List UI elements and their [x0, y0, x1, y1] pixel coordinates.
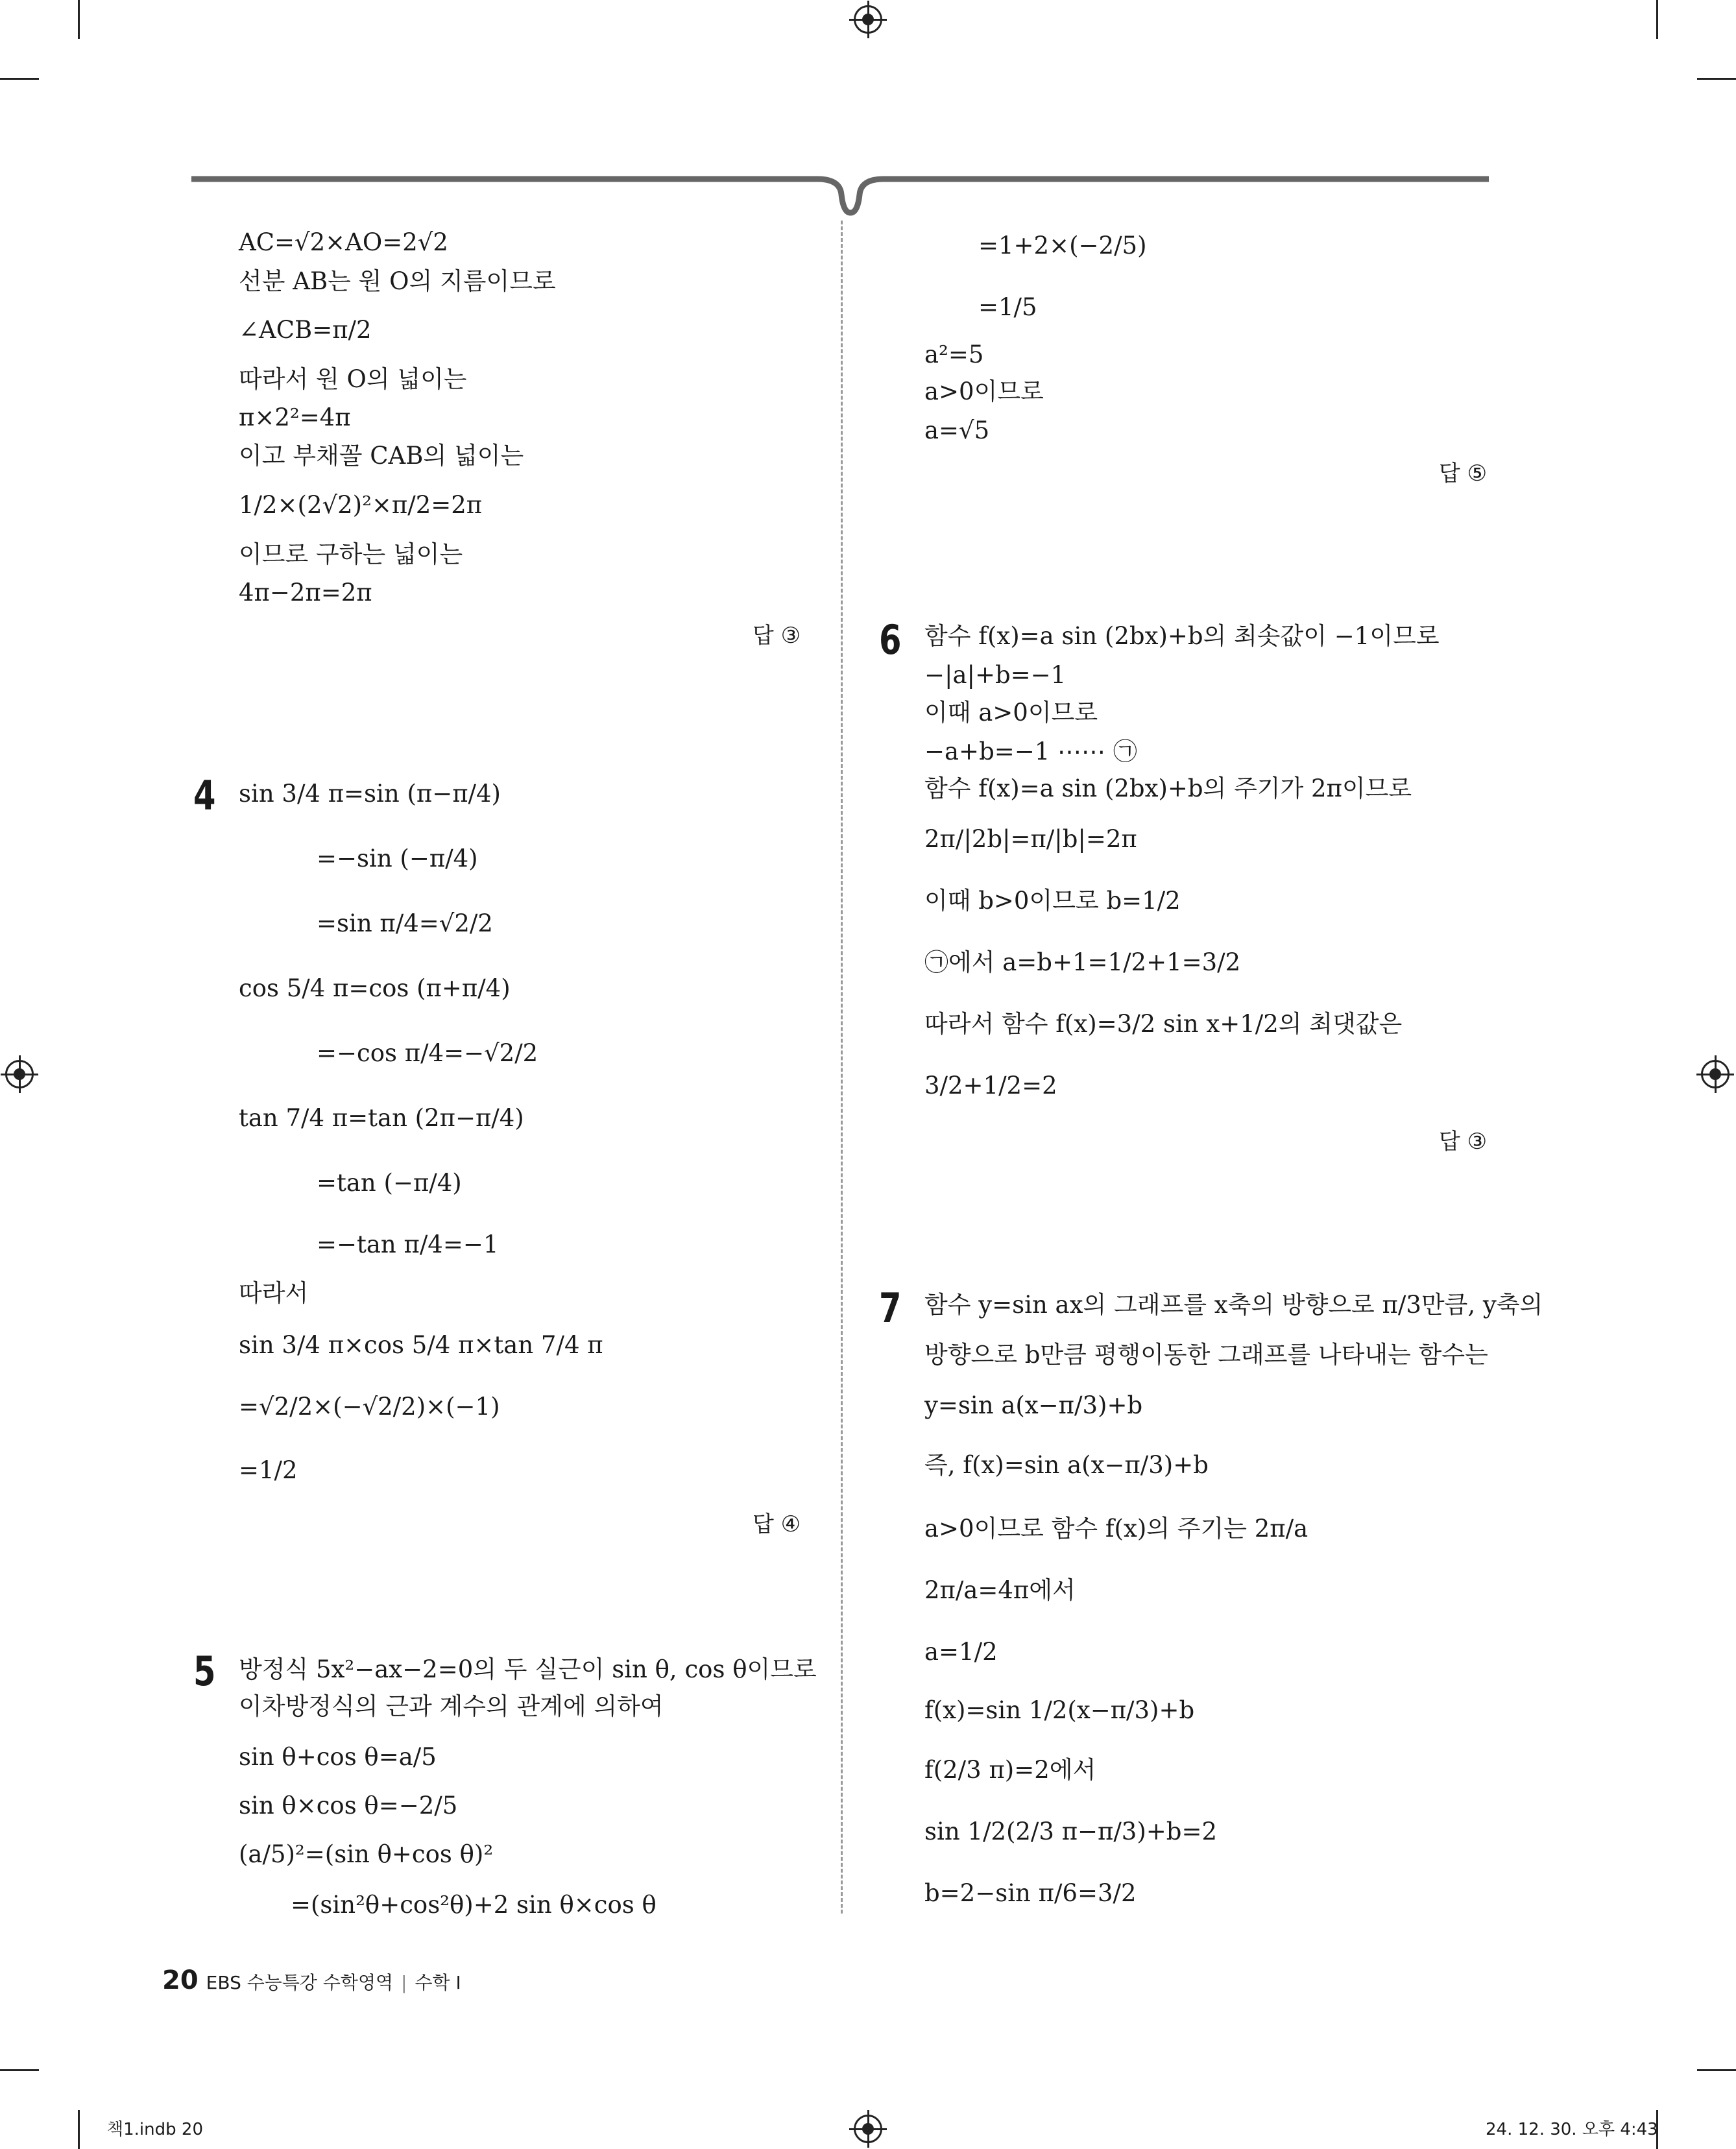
solution-line: cos 5/4 π=cos (π+π/4) — [239, 974, 511, 1002]
solution-line: sin 3/4 π=sin (π−π/4) — [239, 780, 501, 808]
solution-line: ㉠에서 a=b+1=1/2+1=3/2 — [924, 948, 1241, 976]
solution-line: 4π−2π=2π — [239, 579, 372, 606]
answer-label: 답 ④ — [753, 1511, 801, 1537]
solution-line: =−sin (−π/4) — [317, 845, 478, 872]
subject-label: 수학 I — [415, 1972, 461, 1993]
registration-mark-icon — [5, 1060, 34, 1088]
solution-line: a=√5 — [924, 416, 990, 444]
solution-line: 함수 y=sin ax의 그래프를 x축의 방향으로 π/3만큼, y축의 — [924, 1291, 1543, 1319]
solution-line: =1/2 — [239, 1456, 298, 1484]
solution-line: AC=√2×AO=2√2 — [239, 228, 448, 256]
solution-line: 2π/|2b|=π/|b|=2π — [924, 825, 1137, 853]
file-info: 책1.indb 20 — [107, 2120, 203, 2139]
solution-line: 이때 a>0이므로 — [924, 699, 1098, 726]
solution-line: 1/2×(2√2)²×π/2=2π — [239, 491, 483, 519]
solution-line: a²=5 — [924, 341, 984, 368]
problem-number: 7 — [879, 1284, 902, 1332]
solution-line: =1+2×(−2/5) — [978, 232, 1147, 259]
solution-line: −|a|+b=−1 — [924, 661, 1067, 689]
solution-line: a>0이므로 — [924, 378, 1044, 405]
solution-line: −a+b=−1 ⋯⋯ ㉠ — [924, 738, 1137, 765]
solution-line: 따라서 원 O의 넓이는 — [239, 365, 467, 393]
header-rule — [191, 170, 1495, 222]
print-timestamp: 24. 12. 30. 오후 4:43 — [1486, 2120, 1658, 2139]
solution-line: sin θ+cos θ=a/5 — [239, 1743, 437, 1771]
solution-line: =√2/2×(−√2/2)×(−1) — [239, 1393, 500, 1421]
solution-line: 선분 AB는 원 O의 지름이므로 — [239, 267, 556, 295]
solution-line: a=1/2 — [924, 1638, 998, 1666]
answer-label: 답 ③ — [753, 623, 801, 649]
solution-line: sin 3/4 π×cos 5/4 π×tan 7/4 π — [239, 1331, 603, 1359]
solution-line: 이때 b>0이므로 b=1/2 — [924, 887, 1181, 915]
solution-line: 따라서 함수 f(x)=3/2 sin x+1/2의 최댓값은 — [924, 1010, 1403, 1038]
solution-line: 2π/a=4π에서 — [924, 1576, 1076, 1604]
crop-mark — [1697, 2069, 1736, 2071]
solution-line: =(sin²θ+cos²θ)+2 sin θ×cos θ — [291, 1891, 657, 1919]
crop-mark — [0, 2069, 39, 2071]
footer-separator: | — [401, 1972, 407, 1993]
solution-line: y=sin a(x−π/3)+b — [924, 1391, 1143, 1419]
solution-line: 즉, f(x)=sin a(x−π/3)+b — [924, 1451, 1209, 1479]
solution-line: (a/5)²=(sin θ+cos θ)² — [239, 1840, 494, 1868]
book-title: EBS 수능특강 수학영역 — [206, 1972, 394, 1993]
solution-line: 함수 f(x)=a sin (2bx)+b의 주기가 2π이므로 — [924, 774, 1412, 802]
registration-mark-icon — [1701, 1060, 1730, 1088]
solution-line: =−cos π/4=−√2/2 — [317, 1039, 538, 1067]
solution-line: f(x)=sin 1/2(x−π/3)+b — [924, 1696, 1195, 1724]
solution-line: sin θ×cos θ=−2/5 — [239, 1792, 458, 1819]
solution-line: b=2−sin π/6=3/2 — [924, 1879, 1137, 1907]
solution-line: 3/2+1/2=2 — [924, 1072, 1057, 1099]
solution-line: 이고 부채꼴 CAB의 넓이는 — [239, 442, 524, 470]
problem-number: 5 — [193, 1648, 216, 1695]
crop-mark — [78, 2110, 80, 2149]
column-divider — [841, 221, 843, 1914]
solution-line: =−tan π/4=−1 — [317, 1231, 499, 1258]
solution-line: tan 7/4 π=tan (2π−π/4) — [239, 1104, 524, 1132]
crop-mark — [0, 78, 39, 80]
crop-mark — [1656, 0, 1658, 39]
crop-mark — [78, 0, 80, 39]
solution-line: 이므로 구하는 넓이는 — [239, 540, 463, 568]
solution-line: 함수 f(x)=a sin (2bx)+b의 최솟값이 −1이므로 — [924, 622, 1440, 650]
problem-number: 6 — [879, 616, 902, 664]
answer-label: 답 ⑤ — [1439, 461, 1488, 486]
solution-line: 따라서 — [239, 1279, 309, 1307]
solution-line: =tan (−π/4) — [317, 1169, 462, 1197]
registration-mark-icon — [854, 2115, 882, 2143]
solution-line: sin 1/2(2/3 π−π/3)+b=2 — [924, 1818, 1218, 1845]
solution-line: 방정식 5x²−ax−2=0의 두 실근이 sin θ, cos θ이므로 — [239, 1655, 817, 1683]
registration-mark-icon — [854, 5, 882, 34]
solution-line: =1/5 — [978, 293, 1037, 321]
page-number: 20 — [162, 1965, 199, 1995]
page-footer — [162, 1965, 461, 1995]
solution-line: 이차방정식의 근과 계수의 관계에 의하여 — [239, 1692, 664, 1720]
solution-line: =sin π/4=√2/2 — [317, 909, 493, 937]
solution-line: ∠ACB=π/2 — [239, 316, 372, 344]
solution-line: 방향으로 b만큼 평행이동한 그래프를 나타내는 함수는 — [924, 1341, 1488, 1369]
solution-line: f(2/3 π)=2에서 — [924, 1756, 1096, 1784]
solution-line: a>0이므로 함수 f(x)의 주기는 2π/a — [924, 1515, 1308, 1543]
answer-label: 답 ③ — [1439, 1129, 1488, 1155]
crop-mark — [1697, 78, 1736, 80]
solution-line: π×2²=4π — [239, 403, 351, 431]
problem-number: 4 — [193, 772, 216, 819]
